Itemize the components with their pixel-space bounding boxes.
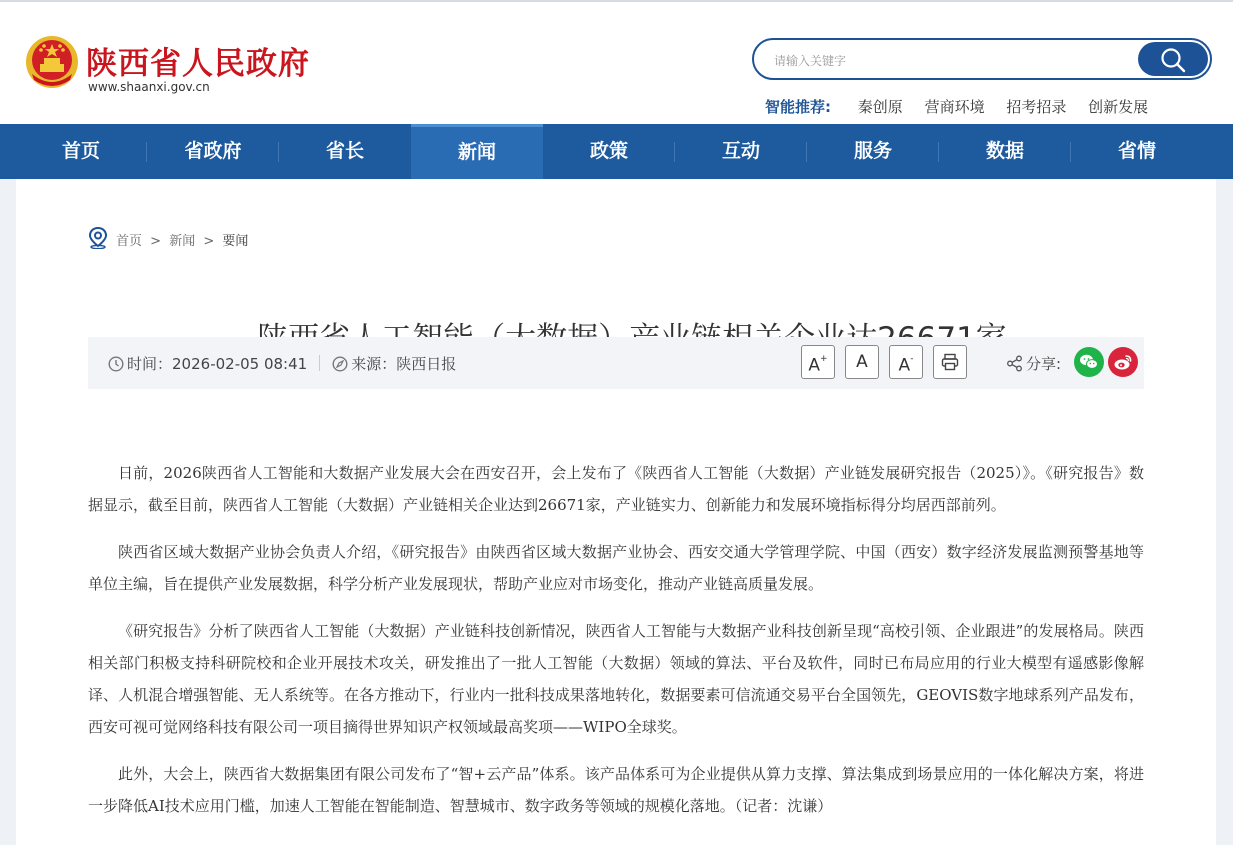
search-box (752, 38, 1212, 80)
article-paragraph: 《研究报告》分析了陕西省人工智能（大数据）产业链科技创新情况，陕西省人工智能与大数据产业科技创新呈现“高校引领、企业跟进”的发展格局。陕西相关部门积极支持科研院校和企业开展技术攻关，研发推出了一批人工智能（大数据）领域的算法、平台及软件，同时已布局应用的行业大模型有遥感影像解译、人机混合增强智能、无人系统等。在各方推动下，行业内一批科技成果落地转化，数据要素可信流通交易平台全国领先，GEOVIS数字地球系列产品发布，西安可视可觉网络科技有限公司一项目摘得世界知识产权领域最高奖项——WIPO全球奖。 (88, 622, 1144, 736)
site-title: 陕西省人民政府 (86, 46, 310, 82)
search-button[interactable] (1138, 42, 1208, 76)
search-icon (1160, 47, 1186, 73)
meta-divider (319, 355, 320, 371)
font-decrease-button[interactable] (889, 345, 923, 379)
clock-icon (108, 356, 124, 372)
breadcrumb-home[interactable]: 首页 (116, 234, 143, 249)
recommend-item-innovation[interactable]: 创新发展 (1088, 98, 1149, 116)
site-header (0, 2, 1233, 124)
compass-icon (332, 356, 348, 372)
breadcrumb-news[interactable]: 新闻 (169, 234, 196, 249)
share-icon (1006, 355, 1023, 372)
recommend-label: 智能推荐: (765, 98, 831, 116)
article-meta (108, 353, 456, 374)
article-body (88, 457, 1144, 837)
share-area (1006, 353, 1061, 374)
font-decrease-sup: - (910, 354, 914, 364)
site-logo[interactable] (24, 34, 324, 98)
nav-item-home[interactable]: 首页 (61, 140, 100, 162)
article-paragraph: 日前，2026陕西省人工智能和大数据产业发展大会在西安召开，会上发布了《陕西省人工智能（大数据）产业链发展研究报告（2025）》。《研究报告》数据显示，截至目前，陕西省人工智能（大数据）产业链相关企业达到26671家，产业链实力、创新能力和发展环境指标得分均居西部前列。 (88, 464, 1144, 514)
nav-item-services[interactable]: 服务 (853, 140, 892, 162)
nav-item-news[interactable]: 新闻 (411, 124, 543, 179)
article-card (16, 179, 1216, 845)
wechat-icon (1074, 347, 1104, 377)
time-label: 时间： (127, 355, 173, 373)
font-increase-button[interactable] (801, 345, 835, 379)
article-source: 陕西日报 (396, 355, 457, 373)
print-icon (941, 353, 959, 371)
article-meta-bar (88, 337, 1144, 389)
nav-item-data[interactable]: 数据 (985, 140, 1024, 162)
font-normal-button[interactable] (845, 345, 879, 379)
smart-recommend (765, 96, 1165, 117)
nav-item-policy[interactable]: 政策 (589, 140, 628, 162)
search-input[interactable] (772, 48, 1136, 74)
article-paragraph: 此外，大会上，陕西省大数据集团有限公司发布了“智+云产品”体系。该产品体系可为企业提供从算力支撑、算法集成到场景应用的一体化解决方案，将进一步降低AI技术应用门槛，加速人工智能在智能制造、智慧城市、数字政务等领域的规模化落地。（记者：沈谦） (88, 765, 1144, 815)
recommend-item-recruitment[interactable]: 招考招录 (1006, 98, 1067, 116)
font-increase-label: A (808, 355, 821, 376)
article-paragraph: 陕西省区域大数据产业协会负责人介绍，《研究报告》由陕西省区域大数据产业协会、西安交通大学管理学院、中国（西安）数字经济发展监测预警基地等单位主编，旨在提供产业发展数据，科学分析产业发展现状，帮助产业应对市场变化，推动产业链高质量发展。 (88, 543, 1144, 593)
nav-item-province-info[interactable]: 省情 (1117, 140, 1156, 162)
share-wechat-button[interactable] (1074, 347, 1104, 377)
weibo-icon (1108, 347, 1138, 377)
source-label: 来源： (351, 355, 397, 373)
site-url: www.shaanxi.gov.cn (88, 80, 210, 94)
national-emblem-icon (24, 34, 80, 92)
font-increase-sup: + (820, 354, 828, 364)
breadcrumb-current[interactable]: 要闻 (222, 234, 249, 249)
recommend-item-business-environment[interactable]: 营商环境 (924, 98, 985, 116)
breadcrumb-separator: > (203, 234, 215, 249)
share-label: 分享: (1026, 355, 1062, 373)
font-normal-label: A (856, 352, 868, 372)
location-pin-icon (88, 227, 108, 249)
publish-time: 2026-02-05 08:41 (172, 355, 308, 373)
breadcrumb-separator: > (150, 234, 162, 249)
share-weibo-button[interactable] (1108, 347, 1138, 377)
nav-item-government[interactable]: 省政府 (184, 140, 242, 162)
main-nav (0, 124, 1233, 179)
nav-item-interaction[interactable]: 互动 (721, 140, 760, 162)
nav-item-governor[interactable]: 省长 (325, 140, 364, 162)
recommend-item-qinchuangyuan[interactable]: 秦创原 (857, 98, 903, 116)
print-button[interactable] (933, 345, 967, 379)
font-decrease-label: A (898, 355, 911, 376)
